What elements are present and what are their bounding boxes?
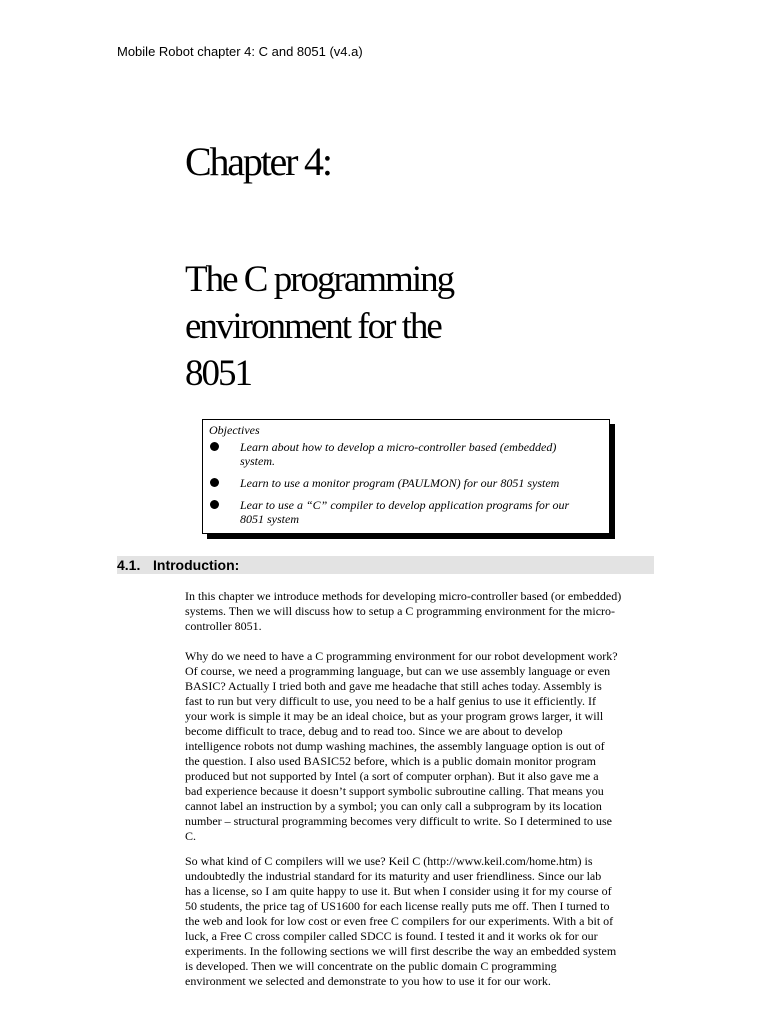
paragraph-line: intelligence robots not dump washing machines, the assembly language option is out of [185,739,605,753]
paragraph-line: become difficult to trace, debug and to read too. Since we are about to develop [185,724,563,738]
paragraph-intro [185,589,655,634]
bullet-icon [210,478,219,487]
paragraph-line: C. [185,829,197,843]
paragraph-line: fast to run but very difficult to use, you need to be a half genius to use it efficiently. If [185,694,597,708]
objective-text [240,498,600,526]
paragraph-line: your work is simple it may be an ideal choice, but as your program grows larger, it will [185,709,604,723]
section-title: Introduction: [153,557,240,573]
objective-text [240,440,600,468]
paragraph-line: the question. I also used BASIC52 before, which is a public domain monitor program [185,754,596,768]
objective-line: Learn about how to develop a micro-controller based (embedded) [240,440,557,454]
objective-line: Learn to use a monitor program (PAULMON) for our 8051 system [240,476,560,490]
chapter-subtitle-line: 8051 [185,353,251,394]
paragraph-line: the web and look for low cost or even free C compilers for our experiments. With a bit of [185,914,614,928]
objective-line: 8051 system [240,512,299,526]
chapter-subtitle [185,256,453,397]
paragraph-line: is developed. Then we will concentrate on the public domain C programming [185,959,557,973]
paragraph-line: cannot label an instruction by a symbol; you can only call a subprogram by its location [185,799,602,813]
paragraph-line: systems. Then we will discuss how to setup a C programming environment for the micro- [185,604,616,618]
chapter-subtitle-line: The C programming [185,259,454,300]
bullet-icon [210,500,219,509]
section-heading [117,556,654,574]
chapter-title: Chapter 4: [185,139,331,184]
paragraph-line: undoubtedly the industrial standard for its maturity and user friendliness. Since our lab [185,869,602,883]
paragraph-line: Why do we need to have a C programming environment for our robot development work? [185,649,618,663]
paragraph-line: environment we selected and demonstrate to you how to use it for our work. [185,974,551,988]
objective-text [240,476,600,490]
objectives-box [202,419,610,534]
objective-line: system. [240,454,275,468]
paragraph-line: experiments. In the following sections we will first describe the way an embedded system [185,944,617,958]
chapter-subtitle-line: environment for the [185,306,441,347]
paragraph-line: luck, a Free C cross compiler called SDCC is found. I tested it and it works ok for our [185,929,598,943]
paragraph-line: produced but not supported by Intel (a sort of computer orphan). But it also gave me a [185,769,599,783]
paragraph-line: In this chapter we introduce methods for developing micro-controller based (or embedded) [185,589,622,603]
paragraph-line: controller 8051. [185,619,262,633]
paragraph-line: BASIC? Actually I tried both and gave me headache that still aches today. Assembly is [185,679,602,693]
bullet-icon [210,442,219,451]
paragraph-line: So what kind of C compilers will we use? Keil C (http://www.keil.com/home.htm) is [185,854,593,868]
paragraph-line: Of course, we need a programming language, but can we use assembly language or even [185,664,611,678]
objectives-heading: Objectives [209,423,260,437]
running-header: Mobile Robot chapter 4: C and 8051 (v4.a) [117,44,363,59]
paragraph-line: 50 students, the price tag of US1600 for each license really puts me off. Then I turned to [185,899,610,913]
paragraph-line: bad experience because it doesn’t support symbolic subroutine calling. That means you [185,784,604,798]
objective-line: Lear to use a “C” compiler to develop application programs for our [240,498,570,512]
paragraph-line: number – structural programming becomes very difficult to write. So I determined to use [185,814,613,828]
paragraph-line: has a license, so I am quite happy to use it. But when I consider using it for my course of [185,884,612,898]
section-number: 4.1. [117,557,141,573]
paragraph-why-c [185,649,655,844]
paragraph-compilers [185,854,655,989]
